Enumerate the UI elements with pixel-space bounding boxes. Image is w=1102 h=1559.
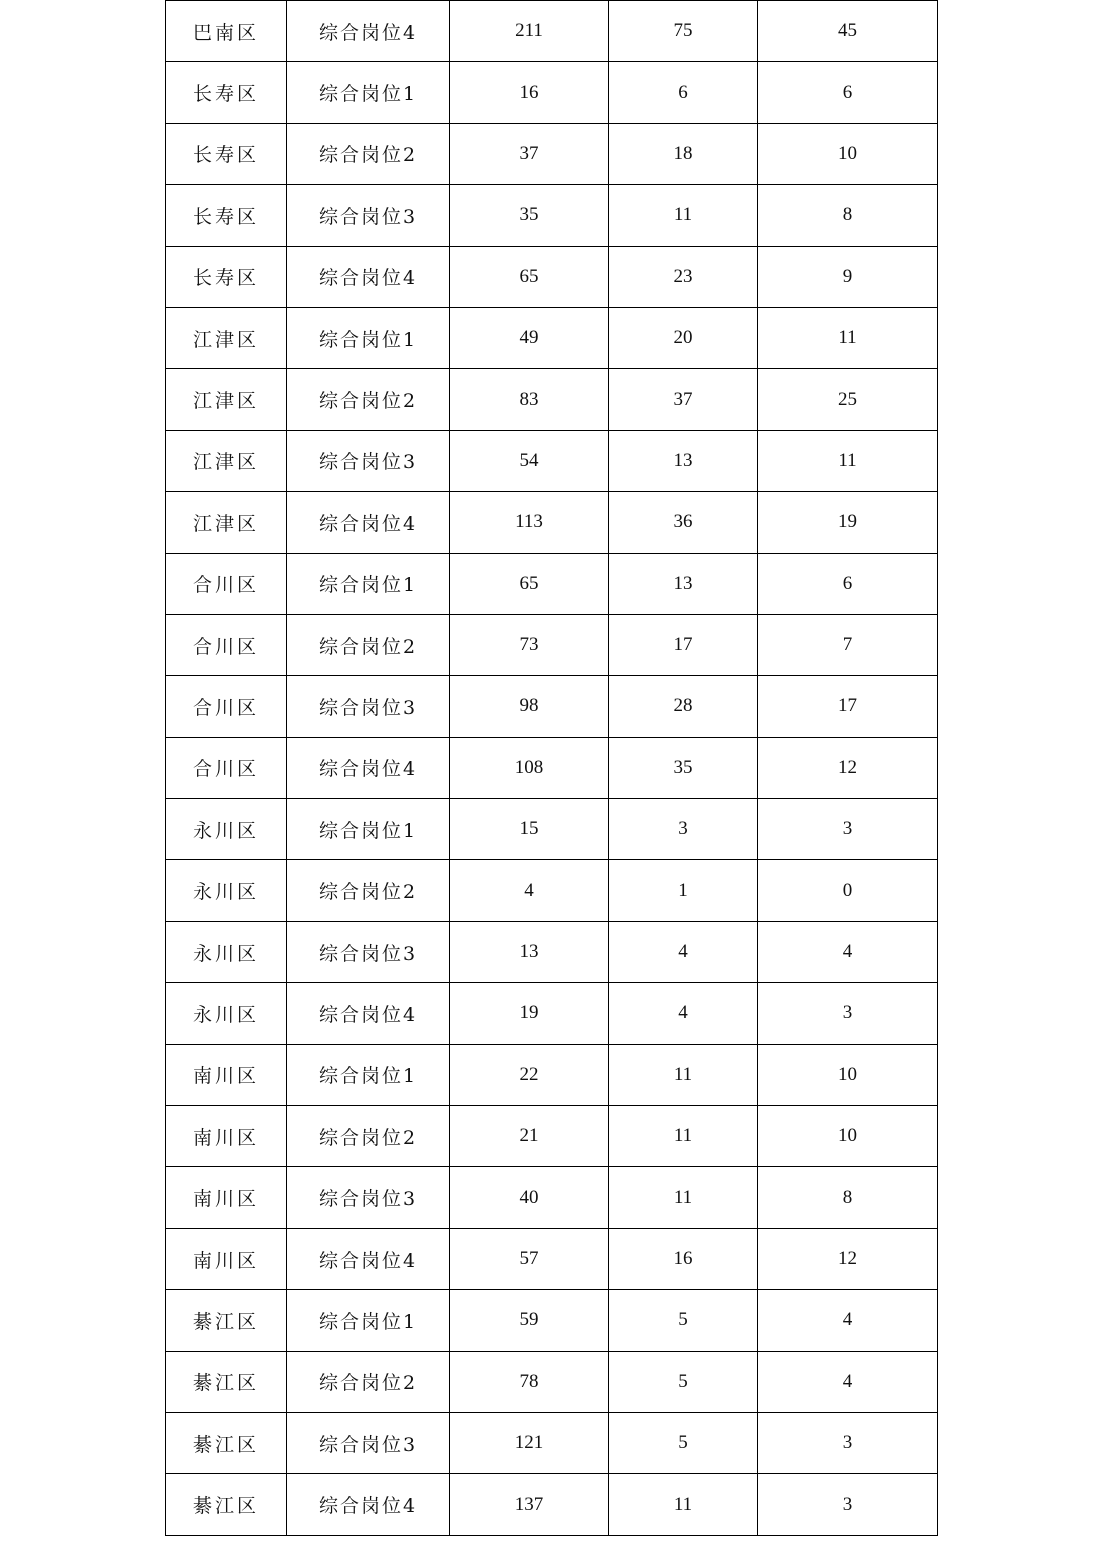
cell-value-2: 3 [609,799,758,860]
cell-region: 巴南区 [166,1,287,62]
cell-value-1: 35 [450,185,609,246]
cell-region: 永川区 [166,921,287,982]
cell-region: 永川区 [166,983,287,1044]
cell-value-1: 57 [450,1228,609,1289]
cell-value-2: 1 [609,860,758,921]
cell-value-2: 36 [609,492,758,553]
table-row [166,1,938,62]
cell-value-1: 15 [450,799,609,860]
cell-region: 南川区 [166,1044,287,1105]
cell-post: 综合岗位3 [287,1167,450,1228]
cell-value-1: 121 [450,1412,609,1473]
cell-value-1: 83 [450,369,609,430]
cell-value-2: 11 [609,1167,758,1228]
cell-region: 永川区 [166,860,287,921]
cell-value-3: 3 [758,1412,938,1473]
cell-value-3: 8 [758,185,938,246]
cell-post: 综合岗位4 [287,1228,450,1289]
cell-value-2: 18 [609,123,758,184]
table-row [166,1044,938,1105]
table-row [166,1228,938,1289]
cell-value-3: 25 [758,369,938,430]
cell-post: 综合岗位2 [287,1351,450,1412]
cell-value-1: 13 [450,921,609,982]
cell-post: 综合岗位3 [287,185,450,246]
cell-value-1: 22 [450,1044,609,1105]
cell-value-1: 54 [450,430,609,491]
cell-region: 南川区 [166,1167,287,1228]
cell-post: 综合岗位3 [287,430,450,491]
cell-value-2: 5 [609,1351,758,1412]
cell-value-2: 4 [609,921,758,982]
cell-region: 长寿区 [166,185,287,246]
cell-value-2: 75 [609,1,758,62]
cell-value-1: 65 [450,246,609,307]
cell-value-3: 3 [758,1474,938,1535]
cell-region: 綦江区 [166,1412,287,1473]
table-row [166,1167,938,1228]
table-row [166,123,938,184]
cell-region: 合川区 [166,737,287,798]
cell-value-2: 11 [609,1044,758,1105]
table-row [166,430,938,491]
cell-region: 合川区 [166,614,287,675]
table-row [166,921,938,982]
cell-region: 綦江区 [166,1290,287,1351]
table-body [166,1,938,1536]
cell-value-3: 19 [758,492,938,553]
table-row [166,676,938,737]
table-row [166,1106,938,1167]
table-row [166,246,938,307]
cell-post: 综合岗位1 [287,799,450,860]
table-row [166,614,938,675]
cell-region: 江津区 [166,492,287,553]
cell-post: 综合岗位1 [287,307,450,368]
cell-region: 綦江区 [166,1351,287,1412]
cell-value-2: 5 [609,1412,758,1473]
cell-post: 综合岗位3 [287,676,450,737]
cell-post: 综合岗位4 [287,737,450,798]
cell-value-1: 40 [450,1167,609,1228]
table-row [166,492,938,553]
cell-post: 综合岗位1 [287,553,450,614]
cell-value-2: 4 [609,983,758,1044]
table-row [166,860,938,921]
cell-value-1: 211 [450,1,609,62]
cell-value-1: 73 [450,614,609,675]
cell-value-2: 11 [609,1106,758,1167]
cell-value-2: 6 [609,62,758,123]
table-row [166,1290,938,1351]
cell-value-3: 7 [758,614,938,675]
table-row [166,185,938,246]
cell-post: 综合岗位2 [287,614,450,675]
cell-value-2: 13 [609,553,758,614]
cell-value-3: 8 [758,1167,938,1228]
cell-value-2: 16 [609,1228,758,1289]
cell-value-1: 78 [450,1351,609,1412]
cell-value-3: 17 [758,676,938,737]
cell-post: 综合岗位2 [287,123,450,184]
cell-value-1: 108 [450,737,609,798]
cell-post: 综合岗位1 [287,1290,450,1351]
cell-value-1: 19 [450,983,609,1044]
cell-value-2: 35 [609,737,758,798]
cell-value-3: 3 [758,799,938,860]
table-row [166,307,938,368]
cell-value-2: 11 [609,185,758,246]
table-row [166,62,938,123]
cell-region: 江津区 [166,430,287,491]
table-row [166,369,938,430]
table-row [166,1351,938,1412]
cell-value-3: 4 [758,921,938,982]
cell-post: 综合岗位4 [287,246,450,307]
cell-value-1: 21 [450,1106,609,1167]
cell-value-1: 137 [450,1474,609,1535]
cell-region: 綦江区 [166,1474,287,1535]
cell-region: 合川区 [166,553,287,614]
cell-post: 综合岗位1 [287,1044,450,1105]
cell-value-2: 28 [609,676,758,737]
table-row [166,553,938,614]
cell-region: 江津区 [166,369,287,430]
cell-region: 长寿区 [166,246,287,307]
cell-post: 综合岗位4 [287,1474,450,1535]
cell-post: 综合岗位2 [287,860,450,921]
cell-region: 合川区 [166,676,287,737]
table-row [166,737,938,798]
cell-value-3: 10 [758,1106,938,1167]
cell-value-2: 5 [609,1290,758,1351]
cell-region: 南川区 [166,1106,287,1167]
cell-value-2: 23 [609,246,758,307]
table-row [166,799,938,860]
cell-value-3: 10 [758,1044,938,1105]
cell-value-3: 45 [758,1,938,62]
cell-value-3: 4 [758,1290,938,1351]
cell-post: 综合岗位1 [287,62,450,123]
cell-value-3: 0 [758,860,938,921]
cell-value-2: 37 [609,369,758,430]
cell-value-3: 10 [758,123,938,184]
cell-value-1: 98 [450,676,609,737]
cell-value-1: 37 [450,123,609,184]
cell-value-1: 16 [450,62,609,123]
cell-value-3: 3 [758,983,938,1044]
data-table [165,0,938,1536]
table-row [166,1474,938,1535]
cell-value-1: 59 [450,1290,609,1351]
cell-region: 长寿区 [166,123,287,184]
cell-post: 综合岗位3 [287,1412,450,1473]
cell-value-1: 65 [450,553,609,614]
cell-value-1: 4 [450,860,609,921]
cell-region: 江津区 [166,307,287,368]
cell-value-3: 6 [758,553,938,614]
cell-value-3: 4 [758,1351,938,1412]
cell-value-3: 11 [758,307,938,368]
cell-post: 综合岗位4 [287,492,450,553]
table-row [166,983,938,1044]
cell-post: 综合岗位4 [287,1,450,62]
cell-value-2: 11 [609,1474,758,1535]
cell-value-3: 12 [758,737,938,798]
cell-post: 综合岗位4 [287,983,450,1044]
cell-region: 长寿区 [166,62,287,123]
cell-value-2: 13 [609,430,758,491]
cell-region: 永川区 [166,799,287,860]
cell-value-3: 12 [758,1228,938,1289]
cell-value-2: 17 [609,614,758,675]
cell-post: 综合岗位2 [287,369,450,430]
cell-value-1: 113 [450,492,609,553]
table-row [166,1412,938,1473]
cell-value-2: 20 [609,307,758,368]
cell-value-3: 9 [758,246,938,307]
cell-value-1: 49 [450,307,609,368]
cell-post: 综合岗位3 [287,921,450,982]
cell-value-3: 11 [758,430,938,491]
cell-value-3: 6 [758,62,938,123]
cell-post: 综合岗位2 [287,1106,450,1167]
cell-region: 南川区 [166,1228,287,1289]
